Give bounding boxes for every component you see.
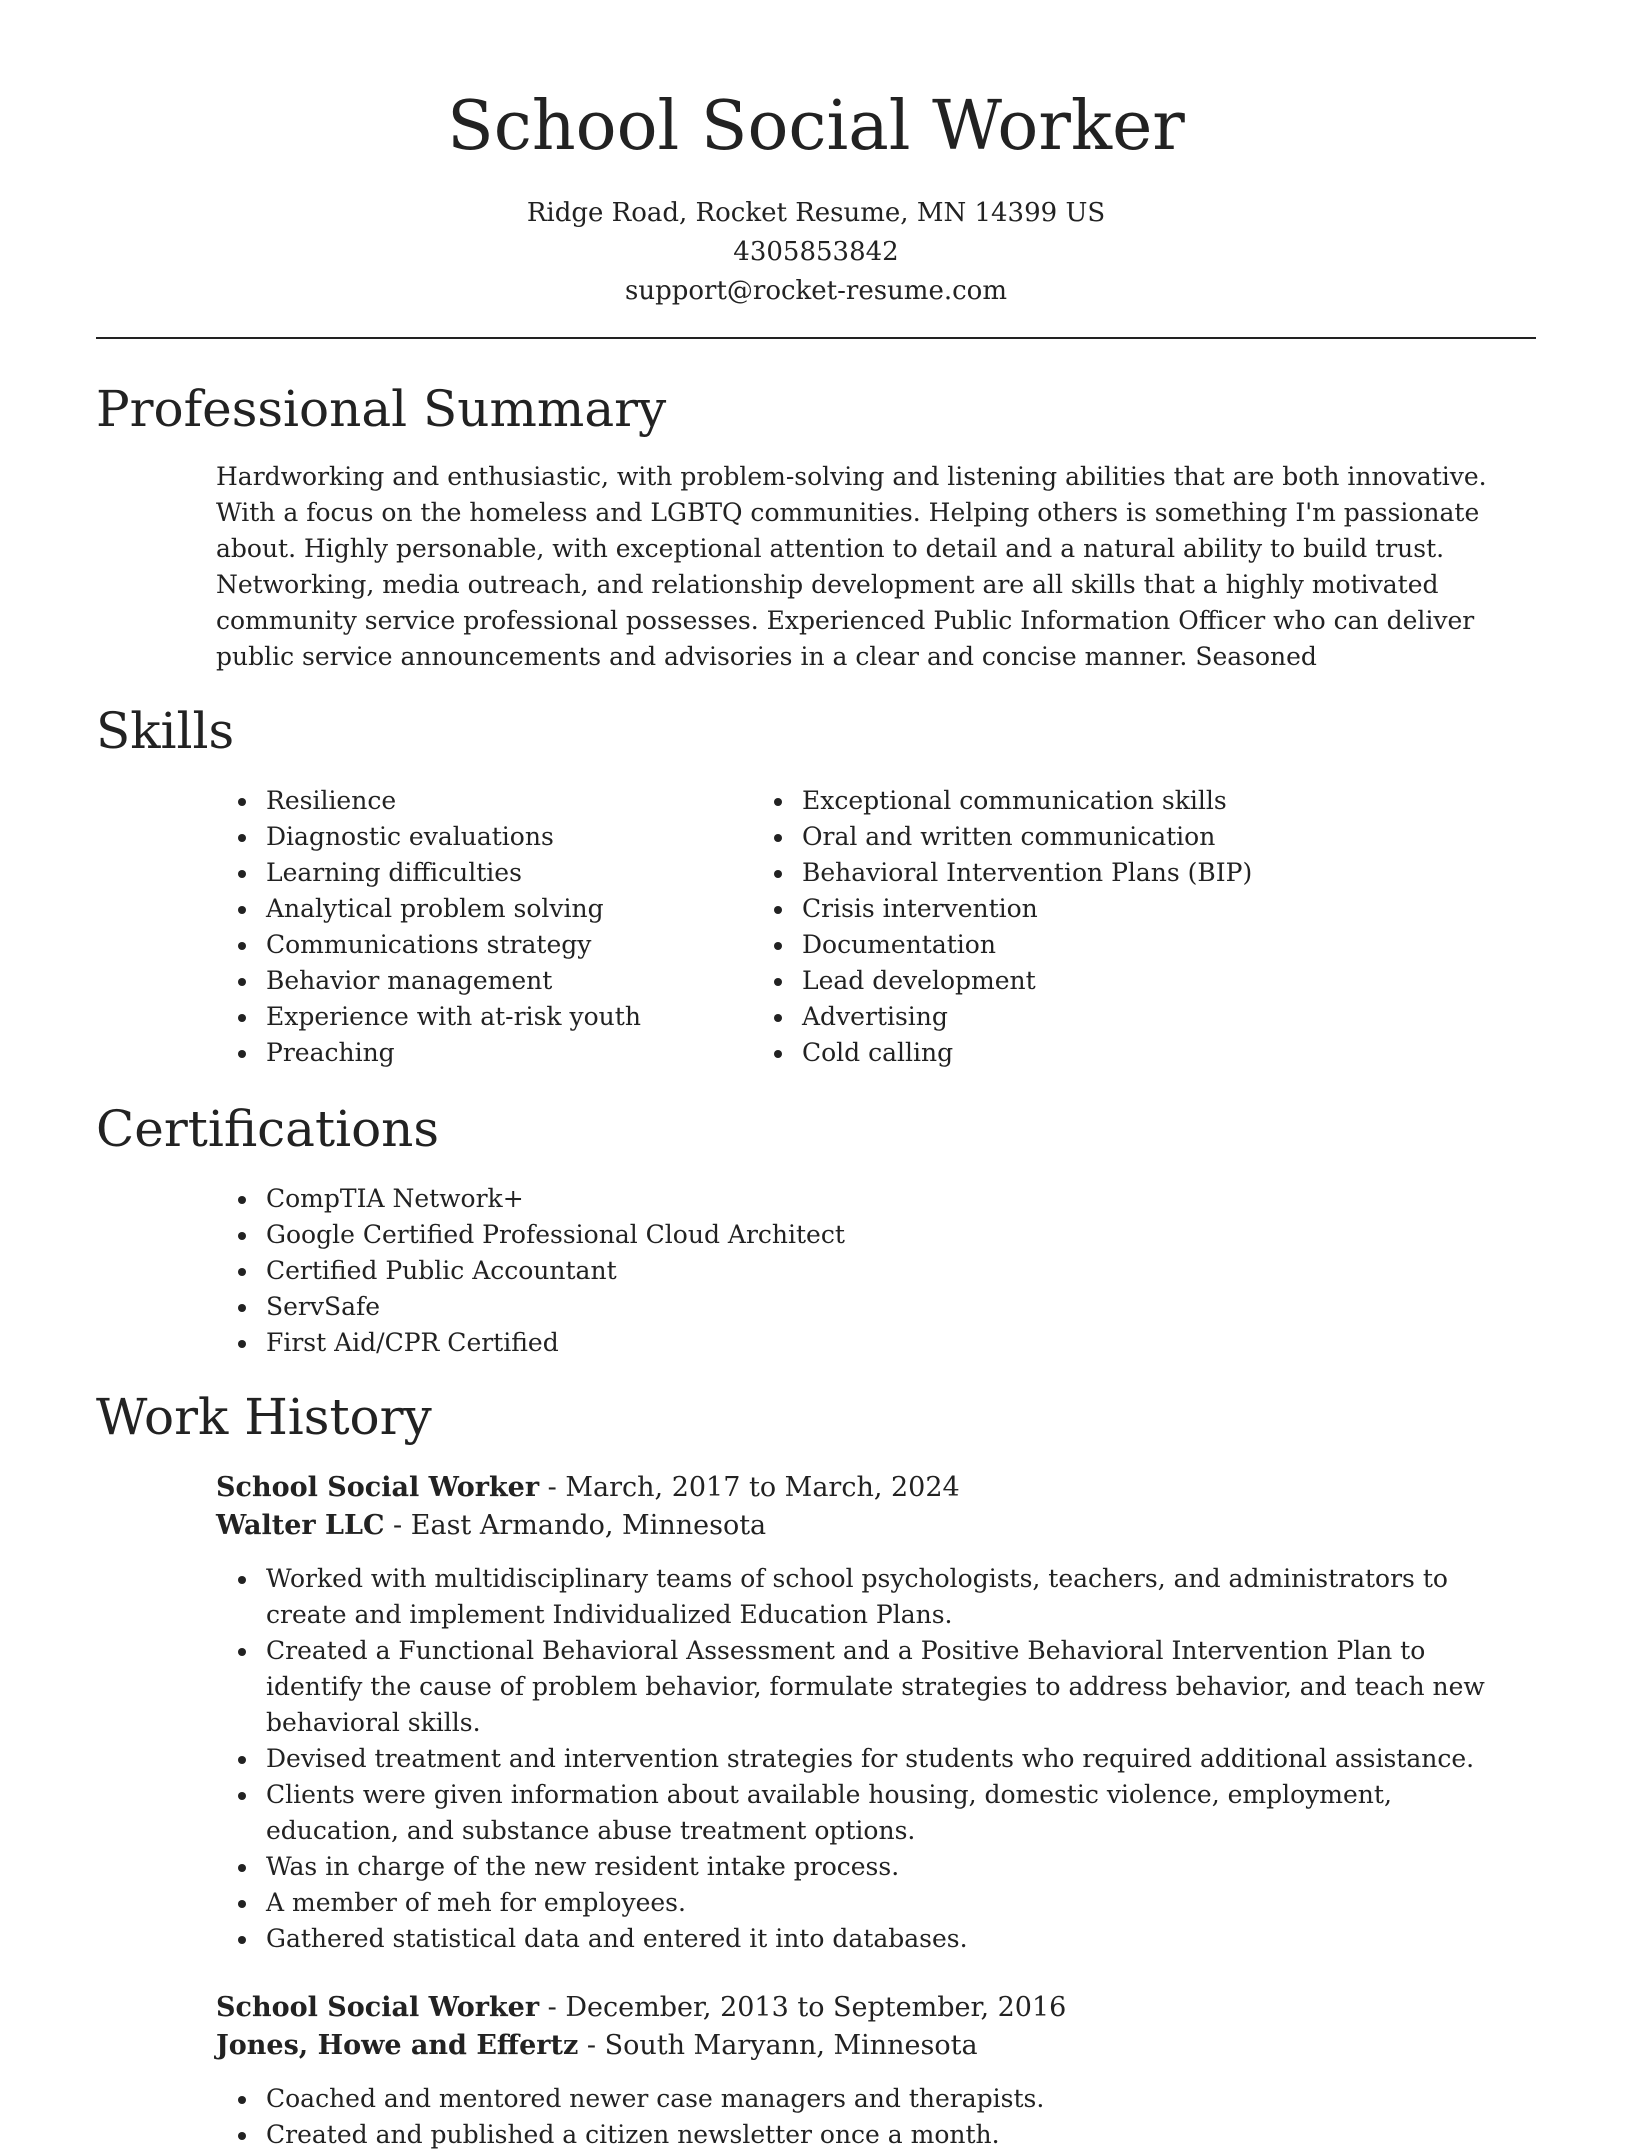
certification-item: • CompTIA Network+ [260,1181,1536,1217]
job-role: School Social Worker [216,1992,540,2023]
job-role: School Social Worker [216,1472,540,1503]
section-title-work-history: Work History [96,1388,432,1446]
certification-item: • ServSafe [260,1289,1536,1325]
job-duty-item: • Worked with multidisciplinary teams of school psychologists, teachers, and administrators to create and implement Individualized Education Plans. [260,1561,1516,1633]
skill-item: • Preaching [260,1035,910,1071]
certification-item: • First Aid/CPR Certified [260,1325,1536,1361]
skill-item: • Cold calling [796,1035,1446,1071]
skills-column-right [796,783,1446,1071]
skill-item: • Resilience [260,783,910,819]
summary-text: Hardworking and enthusiastic, with problem-solving and listening abilities that are both innovative. With a focus on the homeless and LGBTQ communities. Helping others is something I'm passionate about. Highly personable, with exceptional attention to detail and a natural ability to build trust. Networking, media outreach, and relationship development are all skills that a highly motivated community service professional possesses. Experienced Public Information Officer who can deliver public service announcements and advisories in a clear and concise manner. Seasoned [216,462,1487,671]
job-title-line [216,1469,1536,1507]
skill-item: • Behavior management [260,963,910,999]
skill-item: • Learning difficulties [260,855,910,891]
contact-phone: 4305853842 [733,237,899,267]
skill-item: • Analytical problem solving [260,891,910,927]
contact-address: Ridge Road, Rocket Resume, MN 14399 US [526,198,1106,228]
resume-name: School Social Worker [447,87,1185,166]
resume-page [96,0,1536,2153]
job-entry [216,1469,1536,1957]
job-company-line [216,2027,1536,2065]
job-duty-item: • A member of meh for employees. [260,1885,1516,1921]
job-duties-list [216,2081,1536,2153]
skill-item: • Advertising [796,999,1446,1035]
job-dates: - March, 2017 to March, 2024 [539,1472,960,1503]
job-location: - East Armando, Minnesota [384,1510,767,1541]
job-duty-item: • Created a Functional Behavioral Assessment and a Positive Behavioral Intervention Plan to identify the cause of problem behavior, formulate strategies to address behavior, and teach new behavioral skills. [260,1633,1516,1741]
skill-item: • Oral and written communication [796,819,1446,855]
job-entry [216,1989,1536,2153]
section-title-skills: Skills [96,702,235,760]
certification-item: • Google Certified Professional Cloud Architect [260,1217,1536,1253]
contact-info [96,194,1536,311]
section-title-certifications: Certifications [96,1100,440,1158]
job-duty-item: • Coached and mentored newer case managers and therapists. [260,2081,1516,2117]
skills-list [96,783,1536,1071]
contact-email: support@rocket-resume.com [624,276,1007,306]
job-company: Jones, Howe and Effertz [216,2030,579,2061]
skill-item: • Lead development [796,963,1446,999]
resume-header [96,0,1536,311]
section-title-summary: Professional Summary [96,380,667,438]
job-location: - South Maryann, Minnesota [578,2030,978,2061]
skill-item: • Documentation [796,927,1446,963]
job-company: Walter LLC [216,1510,385,1541]
skill-item: • Behavioral Intervention Plans (BIP) [796,855,1446,891]
skill-item: • Communications strategy [260,927,910,963]
skills-column-left [96,783,910,1071]
skill-item: • Exceptional communication skills [796,783,1446,819]
job-company-line [216,1507,1536,1545]
header-divider [96,337,1536,339]
certifications-list [96,1181,1536,1361]
job-duty-item: • Devised treatment and intervention strategies for students who required additional assistance. [260,1741,1516,1777]
skill-item: • Experience with at-risk youth [260,999,910,1035]
job-duty-item: • Gathered statistical data and entered it into databases. [260,1921,1516,1957]
job-duty-item: • Clients were given information about available housing, domestic violence, employment, education, and substance abuse treatment options. [260,1777,1516,1849]
job-duty-item: • Created and published a citizen newsletter once a month. [260,2117,1516,2153]
job-dates: - December, 2013 to September, 2016 [539,1992,1067,2023]
job-duties-list [216,1561,1536,1957]
job-title-line [216,1989,1536,2027]
skill-item: • Crisis intervention [796,891,1446,927]
job-duty-item: • Was in charge of the new resident intake process. [260,1849,1516,1885]
skill-item: • Diagnostic evaluations [260,819,910,855]
certification-item: • Certified Public Accountant [260,1253,1536,1289]
